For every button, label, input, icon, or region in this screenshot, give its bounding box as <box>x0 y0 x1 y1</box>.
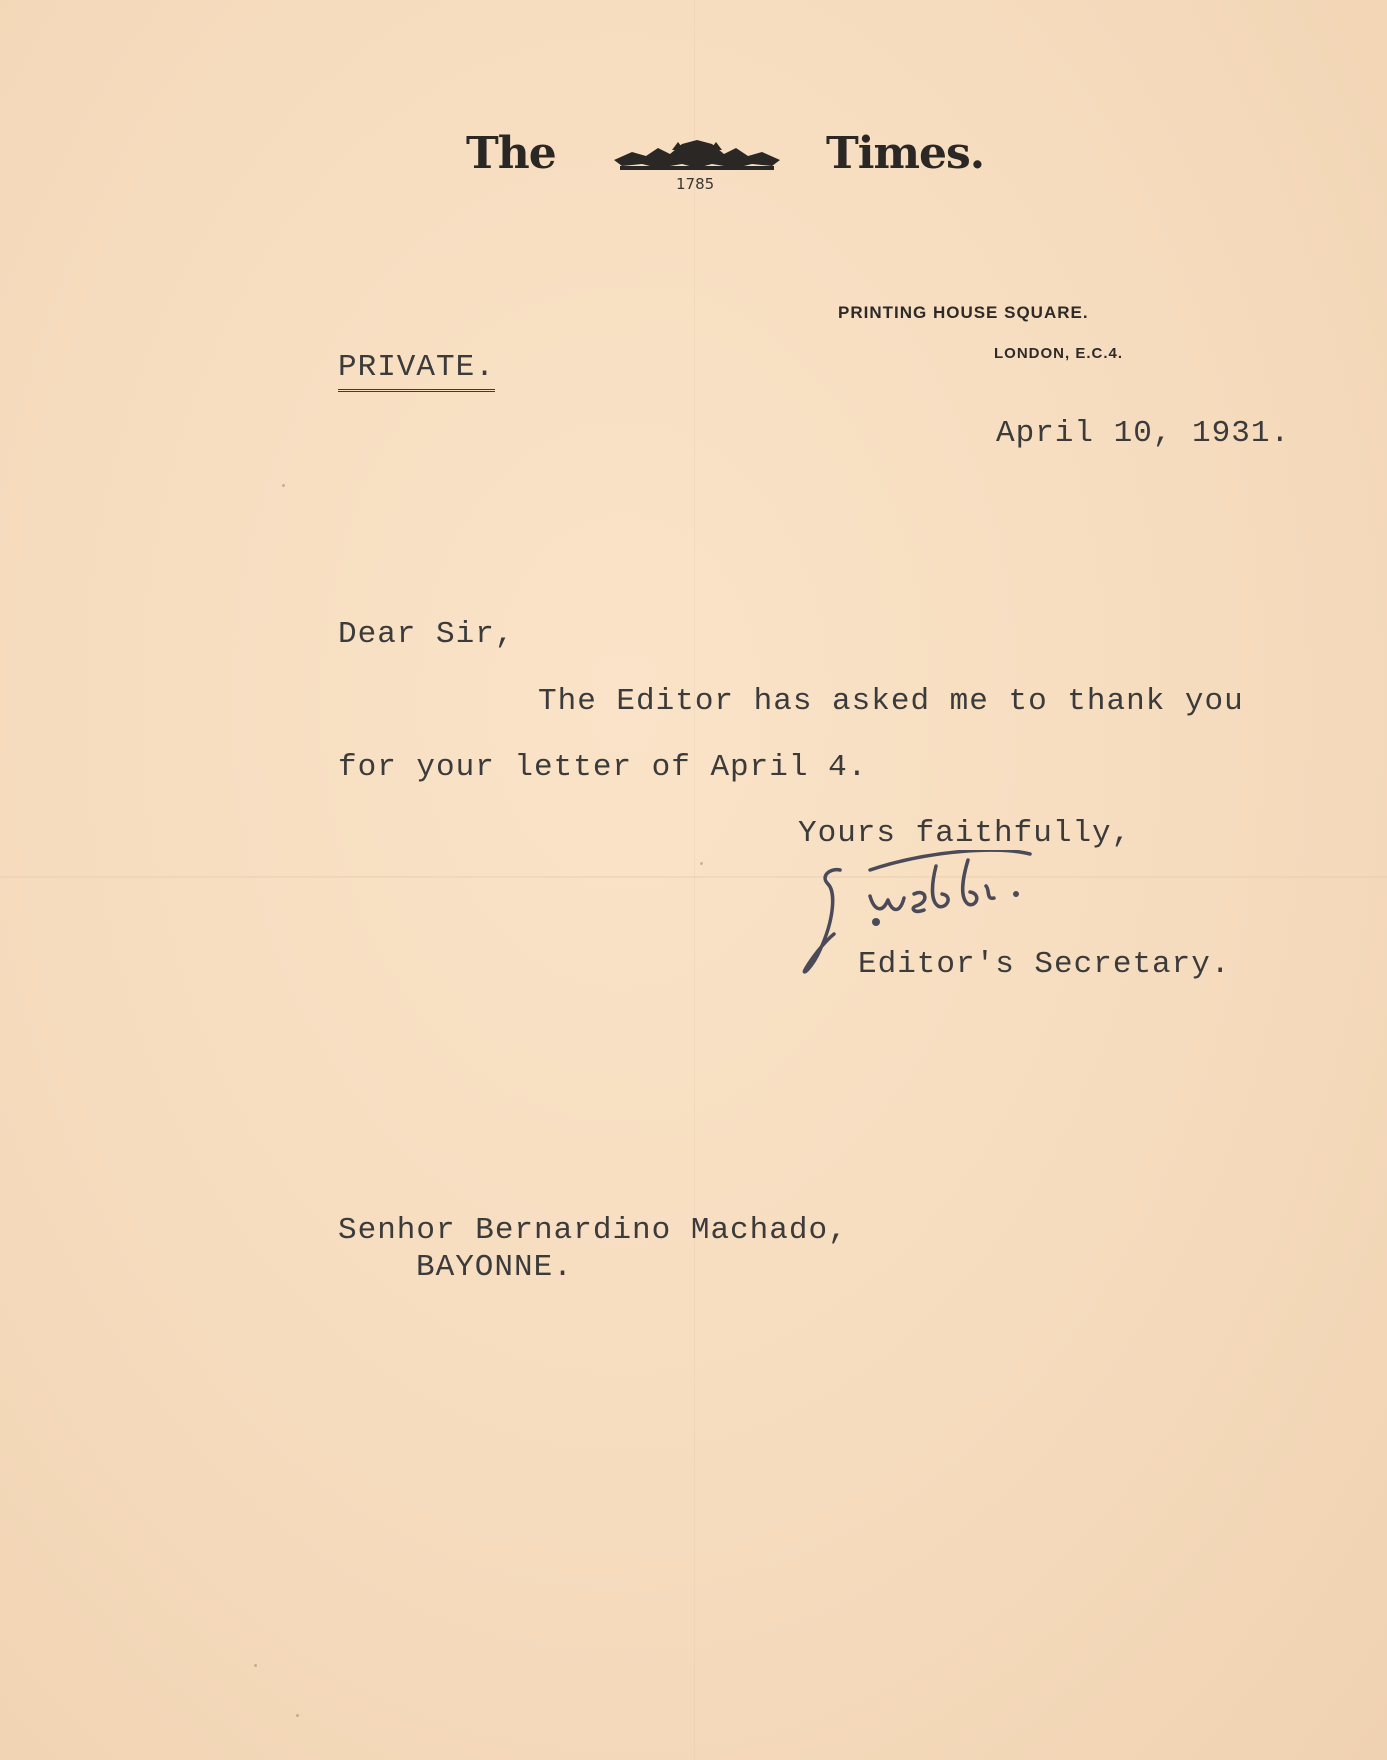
founded-year: 1785 <box>676 175 715 193</box>
closing: Yours faithfully, <box>798 816 1132 851</box>
masthead-times: Times. <box>826 128 985 179</box>
masthead-the: The <box>466 128 556 179</box>
royal-crest-emblem <box>612 138 782 178</box>
address-line-1: PRINTING HOUSE SQUARE. <box>838 303 1089 322</box>
vertical-fold-line <box>694 0 695 1760</box>
salutation: Dear Sir, <box>338 617 515 652</box>
body-line-1: The Editor has asked me to thank you <box>538 684 1244 719</box>
address-line-2: LONDON, E.C.4. <box>994 345 1124 362</box>
private-marking: PRIVATE. <box>338 350 495 392</box>
signer-title: Editor's Secretary. <box>858 947 1231 982</box>
letter-date: April 10, 1931. <box>996 416 1291 451</box>
body-line-2: for your letter of April 4. <box>338 750 868 785</box>
recipient-city: BAYONNE. <box>416 1250 573 1285</box>
recipient-name: Senhor Bernardino Machado, <box>338 1213 848 1248</box>
